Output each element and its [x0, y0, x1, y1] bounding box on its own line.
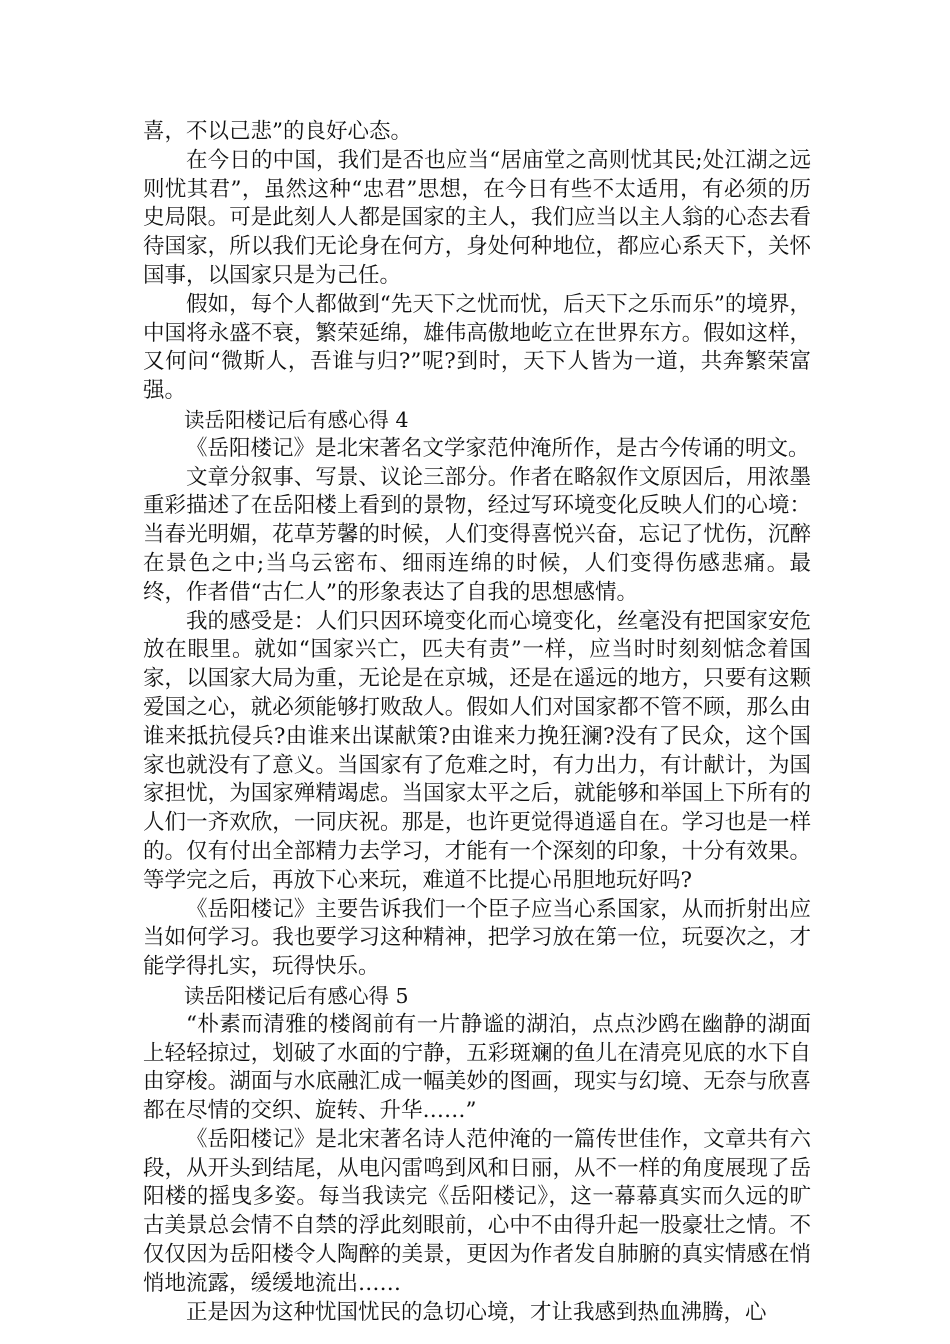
paragraph: 正是因为这种忧国忧民的急切心境，才让我感到热血沸腾，心: [186, 1299, 767, 1325]
paragraph: 《岳阳楼记》是北宋著名诗人范仲淹的一篇传世佳作，文章共有六段，从开头到结尾，从电闪雷鸣到风和日丽，从不一样的角度展现了岳阳楼的摇曳多姿。每当我读完《岳阳楼记》，这一幕幕真实而久远的旷古美景总会情不自禁的浮此刻眼前，心中不由得升起一股豪壮之情。不仅仅因为岳阳楼令人陶醉的美景，更因为作者发自肺腑的真实情感在悄悄地流露，缓缓地流出……: [143, 1126, 811, 1296]
paragraph: 《岳阳楼记》是北宋著名文学家范仲淹所作，是古今传诵的明文。: [186, 435, 810, 461]
paragraph-continuation: 喜，不以己悲”的良好心态。: [143, 119, 412, 144]
paragraph: 我的感受是：人们只因环境变化而心境变化，丝毫没有把国家安危放在眼里。就如“国家兴亡，匹夫有责”一样，应当时时刻刻惦念着国家，以国家大局为重，无论是在京城，还是在遥远的地方，只要有这颗爱国之心，就必须能够打败敌人。假如人们对国家都不管不顾，那么由谁来抵抗侵兵?由谁来出谋献策?由谁来力挽狂澜?没有了民众，这个国家也就没有了意义。当国家有了危难之时，有力出力，有计献计，为国家担忧，为国家殚精竭虑。当国家太平之后，就能够和举国上下所有的人们一齐欢欣，一同庆祝。那是，也许更觉得逍遥自在。学习也是一样的。仅有付出全部精力去学习，才能有一个深刻的印象，十分有效果。等学完之后，再放下心来玩，难道不比提心吊胆地玩好吗?: [143, 608, 811, 893]
section-heading: 读岳阳楼记后有感心得 5: [184, 983, 409, 1008]
document-page: [143, 118, 811, 1327]
paragraph: 假如，每个人都做到“先天下之忧而忧，后天下之乐而乐”的境界，中国将永盛不衰，繁荣延绵，雄伟高傲地屹立在世界东方。假如这样，又何问“微斯人，吾谁与归?”呢?到时，天下人皆为一道，共奔繁荣富强。: [143, 291, 811, 404]
paragraph: 在今日的中国，我们是否也应当“居庙堂之高则忧其民;处江湖之远则忧其君”，虽然这种“忠君”思想，在今日有些不太适用，有必须的历史局限。可是此刻人人都是国家的主人，我们应当以主人翁的心态去看待国家，所以我们无论身在何方，身处何种地位，都应心系天下，关怀国事，以国家只是为己任。: [143, 147, 811, 288]
paragraph: 《岳阳楼记》主要告诉我们一个臣子应当心系国家，从而折射出应当如何学习。我也要学习这种精神，把学习放在第一位，玩耍次之，才能学得扎实，玩得快乐。: [143, 896, 811, 980]
paragraph: “朴素而清雅的楼阁前有一片静谧的湖泊，点点沙鸥在幽静的湖面上轻轻掠过，划破了水面的宁静，五彩斑斓的鱼儿在清亮见底的水下自由穿梭。湖面与水底融汇成一幅美妙的图画，现实与幻境、无奈与欣喜都在尽情的交织、旋转、升华……”: [143, 1011, 811, 1124]
paragraph: 文章分叙事、写景、议论三部分。作者在略叙作文原因后，用浓墨重彩描述了在岳阳楼上看到的景物，经过写环境变化反映人们的心境：当春光明媚，花草芳馨的时候，人们变得喜悦兴奋，忘记了忧伤，沉醉在景色之中;当乌云密布、细雨连绵的时候，人们变得伤感悲痛。最终，作者借“古仁人”的形象表达了自我的思想感情。: [143, 464, 811, 605]
section-heading: 读岳阳楼记后有感心得 4: [184, 407, 409, 432]
